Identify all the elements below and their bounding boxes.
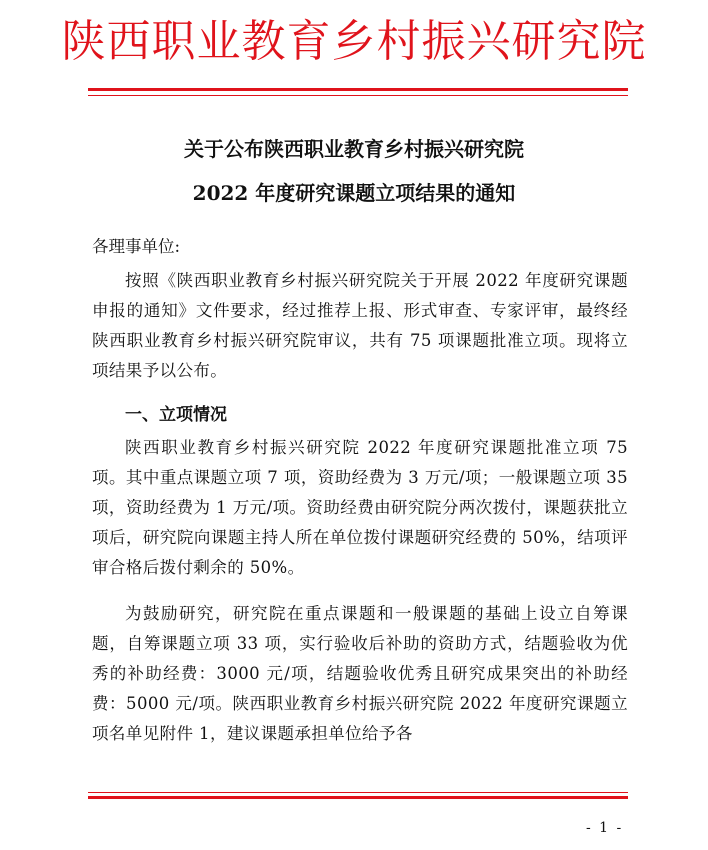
document-title-line-1: 关于公布陕西职业教育乡村振兴研究院 (184, 137, 524, 161)
footer-rule-thick (88, 796, 628, 799)
footer-rule-thin (88, 792, 628, 793)
letterhead (0, 10, 708, 74)
paragraph-intro: 按照《陕西职业教育乡村振兴研究院关于开展 2022 年度研究课题申报的通知》文件要求，经过推荐上报、形式审查、专家评审，最终经陕西职业教育乡村振兴研究院审议，共有 75 项课题批准立项。现将立项结果予以公布。 (92, 271, 628, 380)
page-number: - 1 - (586, 820, 624, 836)
letterhead-title: 陕西职业教育乡村振兴研究院 (61, 16, 647, 67)
paragraph-self-funded: 为鼓励研究，研究院在重点课题和一般课题的基础上设立自筹课题，自筹课题立项 33 项，实行验收后补助的资助方式，结题验收为优秀的补助经费：3000 元/项，结题验收优秀且研究成果突出的补助经费：5000 元/项。陕西职业教育乡村振兴研究院 2022 年度研究课题立项名单见附件 1，建议课题承担单位给予各 (92, 604, 628, 743)
paragraph-approval-details: 陕西职业教育乡村振兴研究院 2022 年度研究课题批准立项 75 项。其中重点课题立项 7 项，资助经费为 3 万元/项；一般课题立项 35 项，资助经费为 1 万元/项。资助经费由研究院分两次拨付，课题获批立项后，研究院向课题主持人所在单位拨付课题研究经费的 50%，结项评审合格后拨付剩余的 50%。 (92, 438, 628, 577)
salutation: 各理事单位: (92, 237, 181, 256)
letterhead-rule-thick (88, 88, 628, 91)
document-title-line-2: 2022 年度研究课题立项结果的通知 (192, 181, 516, 205)
section-heading-project-status: 一、立项情况 (125, 405, 227, 425)
letterhead-rule-thin (88, 95, 628, 96)
